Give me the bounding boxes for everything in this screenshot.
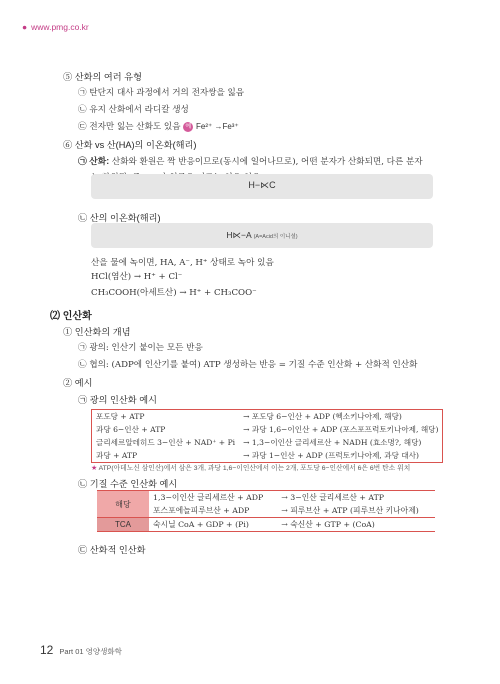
table-row bbox=[92, 436, 443, 449]
s2-item1: ① 인산화의 개념 bbox=[63, 327, 131, 337]
box-ha bbox=[91, 223, 433, 248]
table-row bbox=[97, 491, 435, 505]
box-hc-text: H−⋉C bbox=[248, 180, 276, 190]
box-ha-content bbox=[91, 230, 433, 241]
s5-item-a: ㉠ 탄단지 대사 과정에서 거의 전자쌍을 잃음 bbox=[78, 88, 245, 98]
example-badge: 예 bbox=[183, 122, 193, 132]
s6-a-line1 bbox=[78, 154, 423, 167]
s5-title: ⑤ 산화의 여러 유형 bbox=[63, 72, 142, 82]
table-cell: 과당 6−인산 + ATP bbox=[96, 425, 166, 434]
s2-item1b: ㉡ 협의: (ADP에 인산기를 붙여) ATP 생성하는 반응 = 기질 수준 인산화 + 산화적 인산화 bbox=[78, 360, 418, 370]
table-row bbox=[92, 410, 443, 424]
s5-item-c bbox=[78, 120, 239, 132]
table-row bbox=[97, 518, 435, 532]
s2-item2: ② 예시 bbox=[63, 378, 93, 388]
s2b-title: ㉡ 기질 수준 인산화 예시 bbox=[78, 479, 178, 489]
box-hc bbox=[91, 174, 433, 199]
table-row bbox=[92, 423, 443, 436]
table-cell: 숙시닐 CoA + GDP + (Pi) bbox=[153, 520, 249, 529]
table-cell: → 과당 1,6−이인산 + ADP (포스포프럭토키나아제, 해당) bbox=[243, 425, 439, 434]
broad-phosphorylation-table bbox=[91, 409, 443, 463]
table-cell: → 숙신산 + GTP + (CoA) bbox=[281, 520, 375, 529]
table-cell: → 포도당 6−인산 + ADP (헥소키나아제, 해당) bbox=[243, 412, 402, 421]
substrate-level-table bbox=[97, 490, 435, 532]
s2-item1a: ㉠ 광의: 인산기 붙이는 모든 반응 bbox=[78, 343, 203, 353]
table-cell: 포스포에놀피루브산 + ADP bbox=[153, 506, 250, 515]
s6-a-text1: 산화와 환원은 짝 반응이므로(동시에 일어나므로), 어떤 분자가 산화되면, 다른 분자 bbox=[111, 157, 423, 167]
site-url bbox=[22, 22, 89, 32]
label-tca: TCA bbox=[97, 518, 149, 532]
footnote bbox=[91, 462, 410, 472]
footnote-text: ATP(아데노신 삼인산)에서 삼은 3개, 과당 1,6−이인산에서 이는 2개, 포도당 6−인산에서 6은 6번 탄소 위치 bbox=[98, 465, 411, 472]
page-footer bbox=[40, 641, 122, 659]
box-ha-formula: H⋉−A bbox=[226, 230, 252, 240]
star-icon: ★ bbox=[91, 465, 98, 472]
fe-formula: Fe²⁺ →Fe³⁺ bbox=[196, 122, 239, 131]
label-glycolysis: 해당 bbox=[97, 491, 149, 518]
hcl-equation: HCl(염산) → H⁺ + Cl⁻ bbox=[91, 272, 183, 282]
page-number: 12 bbox=[40, 643, 54, 657]
s2-title: ⑵ 인산화 bbox=[50, 311, 92, 322]
part-title: Part 01 영양생화학 bbox=[59, 647, 122, 656]
acetic-equation: CH₃COOH(아세트산) → H⁺ + CH₃COO⁻ bbox=[91, 288, 257, 298]
s6-b-label: ㉡ 산의 이온화(해리) bbox=[78, 213, 161, 223]
table-cell: 포도당 + ATP bbox=[96, 412, 145, 421]
acid-text: 산을 물에 녹이면, HA, A⁻, H⁺ 상태로 녹아 있음 bbox=[91, 258, 274, 268]
table-cell: → 과당 1−인산 + ADP (프럭토키나아제, 과당 대사) bbox=[243, 451, 419, 460]
table-cell: 과당 + ATP bbox=[96, 451, 138, 460]
table-cell: → 3−인산 글리세르산 + ATP bbox=[281, 493, 385, 502]
site-url-text: www.pmg.co.kr bbox=[31, 22, 89, 32]
s6-title: ⑥ 산화 vs 산(HA)의 이온화(해리) bbox=[63, 140, 197, 150]
table-cell: 글리세르알데히드 3−인산 + NAD⁺ + Pi bbox=[96, 438, 236, 447]
s5-item-c-text: ㉢ 전자만 잃는 산화도 있음 bbox=[78, 122, 181, 132]
table-cell: → 피루브산 + ATP (피루브산 키나아제) bbox=[281, 506, 419, 515]
box-ha-note: (A=Acid의 이니셜) bbox=[253, 234, 298, 240]
table-cell: 1,3−이인산 글리세르산 + ADP bbox=[153, 493, 264, 502]
site-bullet: ● bbox=[22, 22, 28, 32]
s5-item-b: ㉡ 유지 산화에서 라디칼 생성 bbox=[78, 105, 189, 115]
table-cell: → 1,3−이인산 글리세르산 + NADH (효소명?, 해당) bbox=[243, 438, 422, 447]
s2-item2a: ㉠ 광의 인산화 예시 bbox=[78, 395, 157, 405]
s2c-title: ㉢ 산화적 인산화 bbox=[78, 545, 146, 555]
table-row bbox=[92, 449, 443, 463]
s6-a-label: ㉠ 산화: bbox=[78, 156, 110, 166]
